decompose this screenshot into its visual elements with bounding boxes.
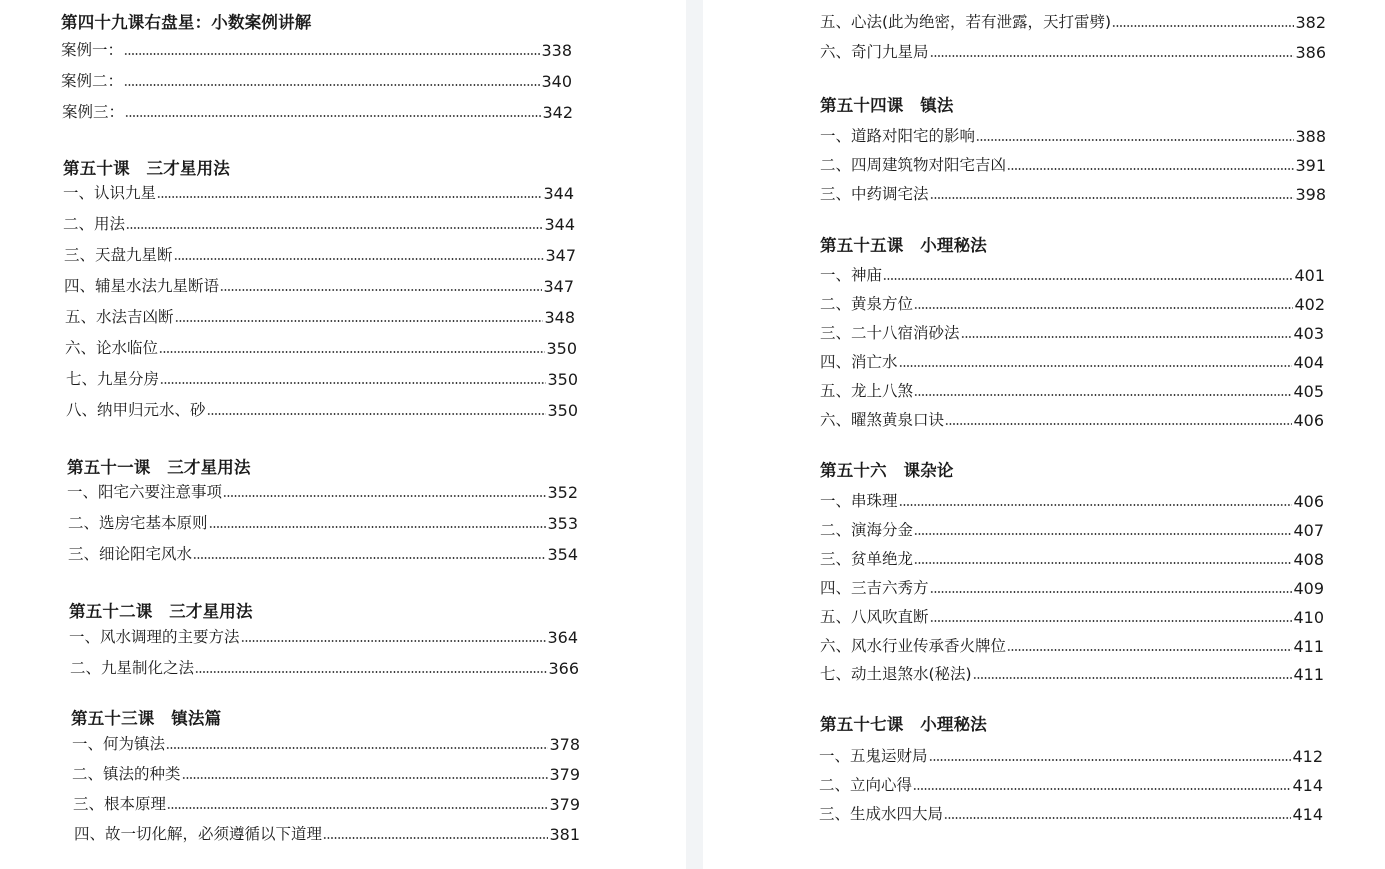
entry-label: 四、辅星水法九星断语 [64,277,220,295]
toc-entry[interactable] [64,243,576,265]
toc-entry[interactable] [820,662,1324,684]
toc-entry[interactable] [68,542,578,564]
page-number: 364 [547,628,578,647]
dot-leader [209,526,547,528]
toc-entry[interactable] [820,321,1324,343]
entry-label: 八、纳甲归元水、砂 [66,401,206,419]
entry-label: 一、五鬼运财局 [819,747,928,765]
entry-label: 三、中药调宅法 [820,185,929,203]
page-number: 379 [549,765,580,784]
entry-label: 二、四周建筑物对阳宅吉凶 [820,156,1007,174]
page-number: 402 [1294,295,1325,314]
dot-leader [913,788,1291,790]
dot-leader [1112,25,1294,27]
dot-leader [976,139,1294,141]
entry-label: 六、风水行业传承香火牌位 [820,637,1007,655]
entry-label: 案例三： [62,103,125,121]
toc-entry[interactable] [820,263,1325,285]
dot-leader [160,382,546,384]
toc-entry[interactable] [820,518,1324,540]
dot-leader [241,640,547,642]
toc-entry[interactable] [72,762,580,784]
page-number: 391 [1295,156,1326,175]
toc-entry[interactable] [820,408,1324,430]
entry-label: 案例二： [61,72,124,90]
dot-leader [125,115,541,117]
entry-label: 三、天盘九星断 [64,246,173,264]
toc-entry[interactable] [73,792,580,814]
toc-entry[interactable] [820,547,1324,569]
dot-leader [124,84,540,86]
dot-leader [223,495,546,497]
entry-label: 三、生成水四大局 [819,805,944,823]
entry-label: 五、龙上八煞 [820,382,914,400]
toc-entry[interactable] [820,124,1326,146]
dot-leader [175,320,544,322]
page-number: 352 [547,483,578,502]
dot-leader [914,562,1292,564]
toc-page-left [0,0,686,869]
toc-entry[interactable] [61,69,572,91]
entry-label: 二、选房宅基本原则 [68,514,208,532]
dot-leader [1007,168,1294,170]
toc-entry[interactable] [820,292,1325,314]
page-number: 407 [1293,521,1324,540]
dot-leader [323,837,548,839]
entry-label: 五、水法吉凶断 [65,308,174,326]
dot-leader [930,55,1295,57]
section-heading: 第五十五课 小理秘法 [820,236,987,255]
entry-label: 二、黄泉方位 [820,295,914,313]
page-number: 404 [1293,353,1324,372]
page-number: 338 [541,41,572,60]
dot-leader [207,413,547,415]
toc-entry[interactable] [66,367,578,389]
page-number: 411 [1293,665,1324,684]
toc-entry[interactable] [74,822,580,844]
dot-leader [899,504,1293,506]
page-number: 342 [542,103,573,122]
page-number: 347 [543,277,574,296]
toc-entry[interactable] [63,181,574,203]
page-number: 381 [549,825,580,844]
page-number: 344 [543,184,574,203]
section-heading: 第五十四课 镇法 [820,96,954,115]
entry-label: 二、镇法的种类 [72,765,181,783]
page-number: 412 [1292,747,1323,766]
dot-leader [174,258,545,260]
entry-label: 一、阳宅六要注意事项 [67,483,223,501]
toc-entry[interactable] [65,336,577,358]
page-number: 401 [1294,266,1325,285]
page-number: 406 [1293,492,1324,511]
entry-label: 三、贫单绝龙 [820,550,914,568]
page-number: 354 [547,545,578,564]
page-number: 353 [547,514,578,533]
dot-leader [126,227,543,229]
dot-leader [945,423,1292,425]
toc-entry[interactable] [820,40,1326,62]
dot-leader [930,620,1293,622]
page-number: 350 [547,401,578,420]
entry-label: 三、根本原理 [73,795,167,813]
dot-leader [930,197,1295,199]
page-number: 344 [544,215,575,234]
page-number: 408 [1293,550,1324,569]
dot-leader [157,196,542,198]
dot-leader [182,777,549,779]
dot-leader [193,557,546,559]
section-heading: 第五十二课 三才星用法 [69,602,253,621]
dot-leader [973,677,1293,679]
dot-leader [899,365,1293,367]
dot-leader [944,817,1291,819]
page-number: 405 [1293,382,1324,401]
dot-leader [914,307,1293,309]
toc-entry[interactable] [820,489,1324,511]
page-number: 347 [545,246,576,265]
toc-entry[interactable] [819,744,1323,766]
section-heading: 第五十一课 三才星用法 [67,458,251,477]
page-number: 409 [1293,579,1324,598]
section-heading: 第四十九课右盘星：小数案例讲解 [61,13,312,32]
entry-label: 七、动土退煞水(秘法) [820,665,972,683]
page-number: 414 [1292,805,1323,824]
toc-entry[interactable] [65,305,575,327]
page-gutter [686,0,703,869]
page-number: 386 [1295,43,1326,62]
page-number: 382 [1295,13,1326,32]
entry-label: 一、神庙 [820,266,883,284]
page-number: 411 [1293,637,1324,656]
toc-entry[interactable] [63,212,575,234]
dot-leader [124,53,540,55]
entry-label: 二、演海分金 [820,521,914,539]
entry-label: 一、道路对阳宅的影响 [820,127,976,145]
dot-leader [914,394,1292,396]
dot-leader [929,759,1292,761]
entry-label: 六、曜煞黄泉口诀 [820,411,945,429]
toc-entry[interactable] [820,10,1326,32]
entry-label: 三、细论阳宅风水 [68,545,193,563]
toc-entry[interactable] [819,802,1323,824]
entry-label: 四、三吉六秀方 [820,579,929,597]
entry-label: 六、论水临位 [65,339,159,357]
toc-page-right [703,0,1385,869]
section-heading: 第五十七课 小理秘法 [820,715,987,734]
toc-entry[interactable] [820,605,1324,627]
toc-entry[interactable] [72,732,580,754]
dot-leader [195,671,547,673]
page-number: 403 [1293,324,1324,343]
entry-label: 一、串珠理 [820,492,898,510]
dot-leader [167,807,548,809]
dot-leader [961,336,1293,338]
dot-leader [159,351,545,353]
toc-entry[interactable] [819,773,1323,795]
toc-entry[interactable] [820,576,1324,598]
entry-label: 六、奇门九星局 [820,43,929,61]
page-number: 378 [549,735,580,754]
toc-entry[interactable] [68,511,578,533]
section-heading: 第五十六 课杂论 [820,461,954,480]
page-number: 406 [1293,411,1324,430]
dot-leader [930,591,1293,593]
toc-entry[interactable] [62,100,573,122]
dot-leader [1007,649,1292,651]
dot-leader [220,289,542,291]
page-number: 348 [544,308,575,327]
dot-leader [883,278,1293,280]
toc-entry[interactable] [820,379,1324,401]
toc-entry[interactable] [820,153,1326,175]
page-number: 340 [541,72,572,91]
dot-leader [914,533,1292,535]
entry-label: 五、心法(此为绝密，若有泄露，天打雷劈) [820,13,1112,31]
entry-label: 四、故一切化解，必须遵循以下道理 [74,825,323,843]
entry-label: 案例一： [61,41,124,59]
page-number: 350 [547,370,578,389]
toc-entry[interactable] [820,350,1324,372]
toc-entry[interactable] [820,182,1326,204]
toc-entry[interactable] [820,634,1324,656]
toc-entry[interactable] [67,480,578,502]
page-number: 414 [1292,776,1323,795]
entry-label: 四、消亡水 [820,353,898,371]
toc-entry[interactable] [70,656,579,678]
entry-label: 一、认识九星 [63,184,157,202]
page-number: 410 [1293,608,1324,627]
toc-entry[interactable] [69,625,578,647]
page-number: 379 [549,795,580,814]
entry-label: 三、二十八宿消砂法 [820,324,960,342]
entry-label: 七、九星分房 [66,370,160,388]
toc-entry[interactable] [61,38,572,60]
toc-entry[interactable] [66,398,578,420]
entry-label: 二、用法 [63,215,126,233]
dot-leader [166,747,548,749]
section-heading: 第五十三课 镇法篇 [71,709,222,728]
page-number: 398 [1295,185,1326,204]
entry-label: 二、九星制化之法 [70,659,195,677]
page-number: 366 [548,659,579,678]
page-number: 388 [1295,127,1326,146]
section-heading: 第五十课 三才星用法 [63,159,230,178]
entry-label: 五、八风吹直断 [820,608,929,626]
entry-label: 一、何为镇法 [72,735,166,753]
entry-label: 二、立向心得 [819,776,913,794]
page-number: 350 [546,339,577,358]
toc-entry[interactable] [64,274,574,296]
entry-label: 一、风水调理的主要方法 [69,628,240,646]
